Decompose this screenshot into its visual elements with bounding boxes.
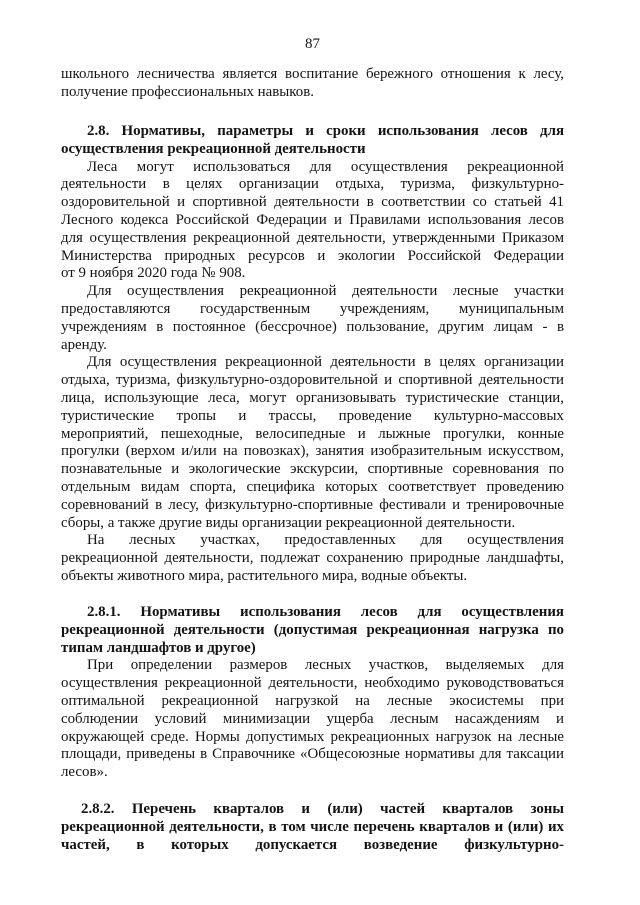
text-line: лесов». — [61, 764, 108, 781]
heading-line: 2.8.2. Перечень кварталов и (или) частей кварталов зоны — [81, 801, 564, 817]
text-line: мероприятий, пешеходные, велосипедные и лыжные прогулки, конные — [61, 425, 564, 442]
section-2-8 — [61, 123, 564, 586]
heading-line: 2.8.1. Нормативы использования лесов для осуществления — [87, 604, 564, 620]
text-line: Для осуществления рекреационной деятельности в целях организации — [87, 354, 564, 371]
heading-line: 2.8. Нормативы, параметры и сроки использования лесов для — [87, 123, 564, 139]
text-line: школьного лесничества является воспитание бережного отношения к лесу, — [61, 66, 564, 82]
text-line: При определении размеров лесных участков, выделяемых для — [87, 657, 564, 674]
section-heading — [61, 604, 564, 657]
text-line: соблюдении условий минимизации ущерба лесным насаждениям и — [61, 710, 564, 727]
text-line: учреждениям в постоянное (бессрочное) пользование, другим лицам - в — [61, 318, 564, 335]
text-line: Для осуществления рекреационной деятельности лесные участки — [87, 283, 564, 300]
text-line: объекты животного мира, растительного мира, водные объекты. — [61, 567, 468, 584]
text-line: окружающей среде. Нормы допустимых рекреационных нагрузок на лесные — [61, 728, 564, 745]
text-line: Министерства природных ресурсов и экологии Российской Федерации — [61, 247, 564, 264]
section-2-8-2 — [61, 801, 564, 854]
paragraph — [61, 159, 564, 284]
paragraph — [61, 283, 564, 354]
text-line: лица, использующие леса, могут организовывать туристические станции, — [61, 389, 564, 406]
text-line: деятельности в целях организации отдыха, туризма, физкультурно- — [61, 176, 564, 193]
text-line: сборы, а также другие виды организации рекреационной деятельности. — [61, 514, 516, 531]
continuation-paragraph — [61, 66, 564, 102]
text-line: познавательные и экологические экскурсии, спортивные соревнования по — [61, 461, 564, 478]
text-line: аренду. — [61, 336, 107, 353]
heading-line: частей, в которых допускается возведение физкультурно- — [61, 836, 564, 853]
section-heading — [61, 801, 564, 854]
text-line: для осуществления рекреационной деятельности, утвержденными Приказом — [61, 229, 564, 246]
text-line: осуществления рекреационной деятельности, необходимо руководствоваться — [61, 675, 564, 692]
heading-line: осуществления рекреационной деятельности — [61, 140, 366, 157]
section-heading — [61, 123, 564, 159]
text-line: Леса могут использоваться для осуществления рекреационной — [87, 158, 564, 175]
heading-line: рекреационной деятельности, в том числе перечень кварталов и (или) их — [61, 818, 564, 835]
text-line: туристические тропы и трассы, проведение культурно-массовых — [61, 407, 564, 424]
text-line: площади, приведены в Справочнике «Общесоюзные нормативы для таксации — [61, 746, 564, 763]
text-line: отдельным видам спорта, специфика которых соответствует проведению — [61, 478, 564, 495]
text-line: соревнований в лесу, физкультурно-спортивные фестивали и тренировочные — [61, 496, 564, 513]
section-2-8-1 — [61, 604, 564, 782]
paragraph — [61, 657, 564, 782]
heading-line: рекреационной деятельности (допустимая рекреационная нагрузка по — [61, 621, 564, 638]
paragraph — [61, 354, 564, 532]
text-line: На лесных участках, предоставленных для осуществления — [87, 532, 564, 549]
text-line: от 9 ноября 2020 года № 908. — [61, 265, 246, 282]
text-line: Лесного кодекса Российской Федерации и Правилами использования лесов — [61, 211, 564, 228]
text-line: рекреационной деятельности, подлежат сохранению природные ландшафты, — [61, 550, 564, 567]
text-line: оптимальной рекреационной нагрузкой на лесные экосистемы при — [61, 692, 564, 709]
page-number: 87 — [305, 36, 320, 52]
text-line: получение профессиональных навыков. — [61, 83, 314, 100]
text-line: предоставляются государственным учреждениям, муниципальным — [61, 300, 564, 317]
text-line: оздоровительной и спортивной деятельности в соответствии со статьей 41 — [61, 194, 564, 211]
heading-line: типам ландшафтов и другое) — [61, 639, 256, 656]
paragraph — [61, 532, 564, 585]
text-line: прогулки (верхом и/или на повозках), занятия изобразительным искусством, — [61, 443, 564, 460]
text-line: отдыха, туризма, физкультурно-оздоровительной и спортивной деятельности — [61, 372, 564, 389]
